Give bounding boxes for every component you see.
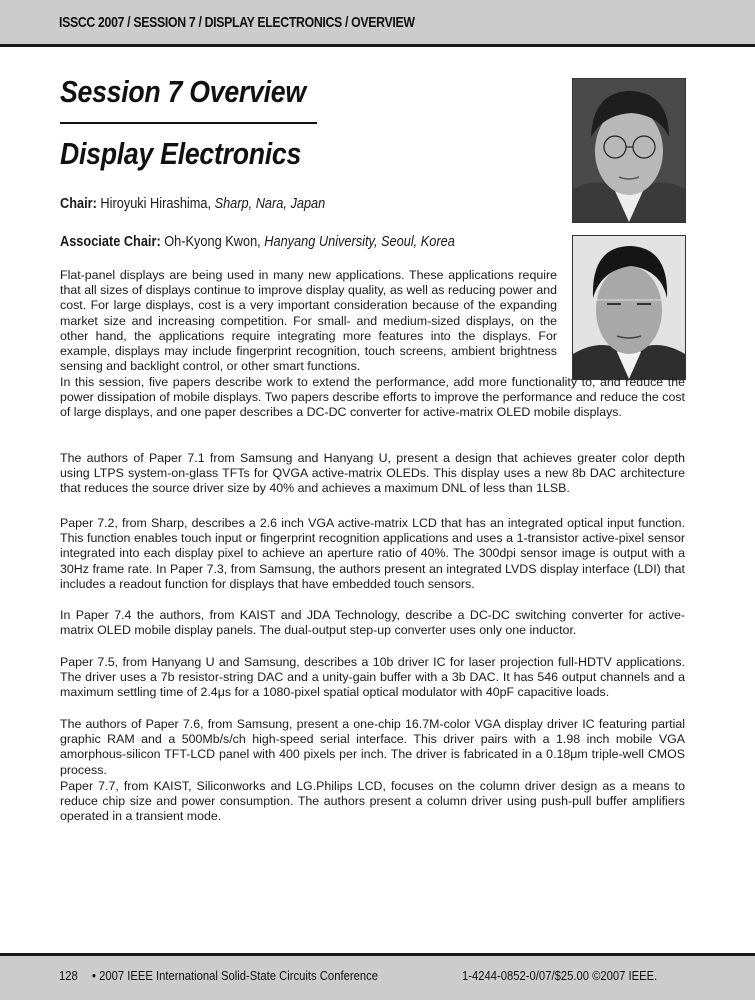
associate-chair-line [60, 234, 455, 250]
associate-chair-affiliation: Hanyang University, Seoul, Korea [264, 234, 455, 250]
chair-affiliation: Sharp, Nara, Japan [214, 196, 326, 212]
paper-7-5-paragraph [60, 655, 685, 701]
associate-chair-name: Oh-Kyong Kwon, [160, 234, 265, 250]
paper-7-6-paragraph [60, 717, 685, 778]
paper-7-4-paragraph [60, 608, 685, 638]
session-title: Display Electronics [60, 136, 302, 171]
page-number: 128 [59, 969, 78, 983]
chair-name: Hiroyuki Hirashima, [96, 196, 215, 212]
paragraph: Paper 7.7, from KAIST, Siliconworks and LG.Philips LCD, focuses on the column driver design as a means to reduce chip size and power consumption. The authors present a column driver using push-pull buffer amplifiers operated in a transient mode. [60, 779, 685, 824]
portrait-photo-icon [573, 79, 685, 222]
paragraph: In this session, five papers describe work to extend the performance, add more functionality to, and reduce the power dissipation of mobile displays. Two papers describe efforts to improve the performance and reduce the cost of large displays, and one paper describes a DC-DC converter for active-matrix OLED mobile displays. [60, 375, 685, 420]
session-summary-paragraph [60, 375, 685, 421]
chair-role: Chair: [60, 196, 97, 212]
portrait-photo-icon [573, 236, 685, 379]
chair-line [60, 196, 325, 212]
page-title: Session 7 Overview [60, 74, 306, 109]
paragraph: The authors of Paper 7.6, from Samsung, present a one-chip 16.7M-color VGA display driver IC featuring partial graphic RAM and a 500Mb/s/ch high-speed serial interface. This driver pairs with a 1.98 inch mobile VGA amorphous-silicon TFT-LCD panel with 400 pixels per inch. The driver is fabricated in a 0.18μm triple-well CMOS process. [60, 717, 685, 777]
associate-chair-photo [572, 235, 686, 380]
title-divider [60, 122, 317, 124]
intro-paragraph [60, 268, 557, 374]
paragraph: In Paper 7.4 the authors, from KAIST and JDA Technology, describe a DC-DC switching converter for active-matrix OLED mobile display panels. The dual-output step-up converter uses only one inductor. [60, 608, 685, 638]
associate-chair-role: Associate Chair: [60, 234, 161, 250]
running-head: ISSCC 2007 / SESSION 7 / DISPLAY ELECTRONICS / OVERVIEW [59, 14, 415, 31]
paper-7-7-paragraph [60, 779, 685, 825]
paper-7-1-paragraph [60, 451, 685, 497]
header-rule [0, 44, 755, 47]
paragraph: Paper 7.5, from Hanyang U and Samsung, describes a 10b driver IC for laser projection full-HDTV applications. The driver uses a 7b resistor-string DAC and a unity-gain buffer with a 3b DAC. It has 546 output channels and a maximum settling time of 2.4μs for a 1080-pixel spatial optical modulator with 40pF capacitive loads. [60, 655, 685, 700]
conference-name: • 2007 IEEE International Solid-State Circuits Conference [92, 969, 378, 983]
copyright-notice: 1-4244-0852-0/07/$25.00 ©2007 IEEE. [462, 969, 658, 983]
paragraph: Paper 7.2, from Sharp, describes a 2.6 inch VGA active-matrix LCD that has an integrated optical input function. This function enables touch input or fingerprint recognition applications and uses a 1-transistor active-pixel sensor integrated into each display pixel to achieve an aperture ratio of 40%. The 300dpi sensor image is output with a 30Hz frame rate. In Paper 7.3, from Samsung, the authors present an integrated LVDS display interface (LDI) that includes a readout function for displays that have embedded touch sensors. [60, 516, 685, 591]
paper-7-2-7-3-paragraph [60, 516, 685, 592]
paragraph: The authors of Paper 7.1 from Samsung and Hanyang U, present a design that achieves greater color depth using LTPS system-on-glass TFTs for QVGA active-matrix OLEDs. This display uses a new 8b DAC architecture that reduces the source driver size by 40% and achieves a maximum DNL of less than 1LSB. [60, 451, 685, 496]
chair-photo [572, 78, 686, 223]
paragraph: Flat-panel displays are being used in many new applications. These applications require that all sizes of displays continue to improve display quality, as well as reducing power and cost. For large displays, cost is a very important consideration because of the expanding market size and increasing competition. For small- and medium-sized displays, on the other hand, the applications require integrating more features into the displays. For example, displays may include fingerprint recognition, touch screens, ambient brightness sensing and backlight control, or other smart functions. [60, 268, 557, 374]
